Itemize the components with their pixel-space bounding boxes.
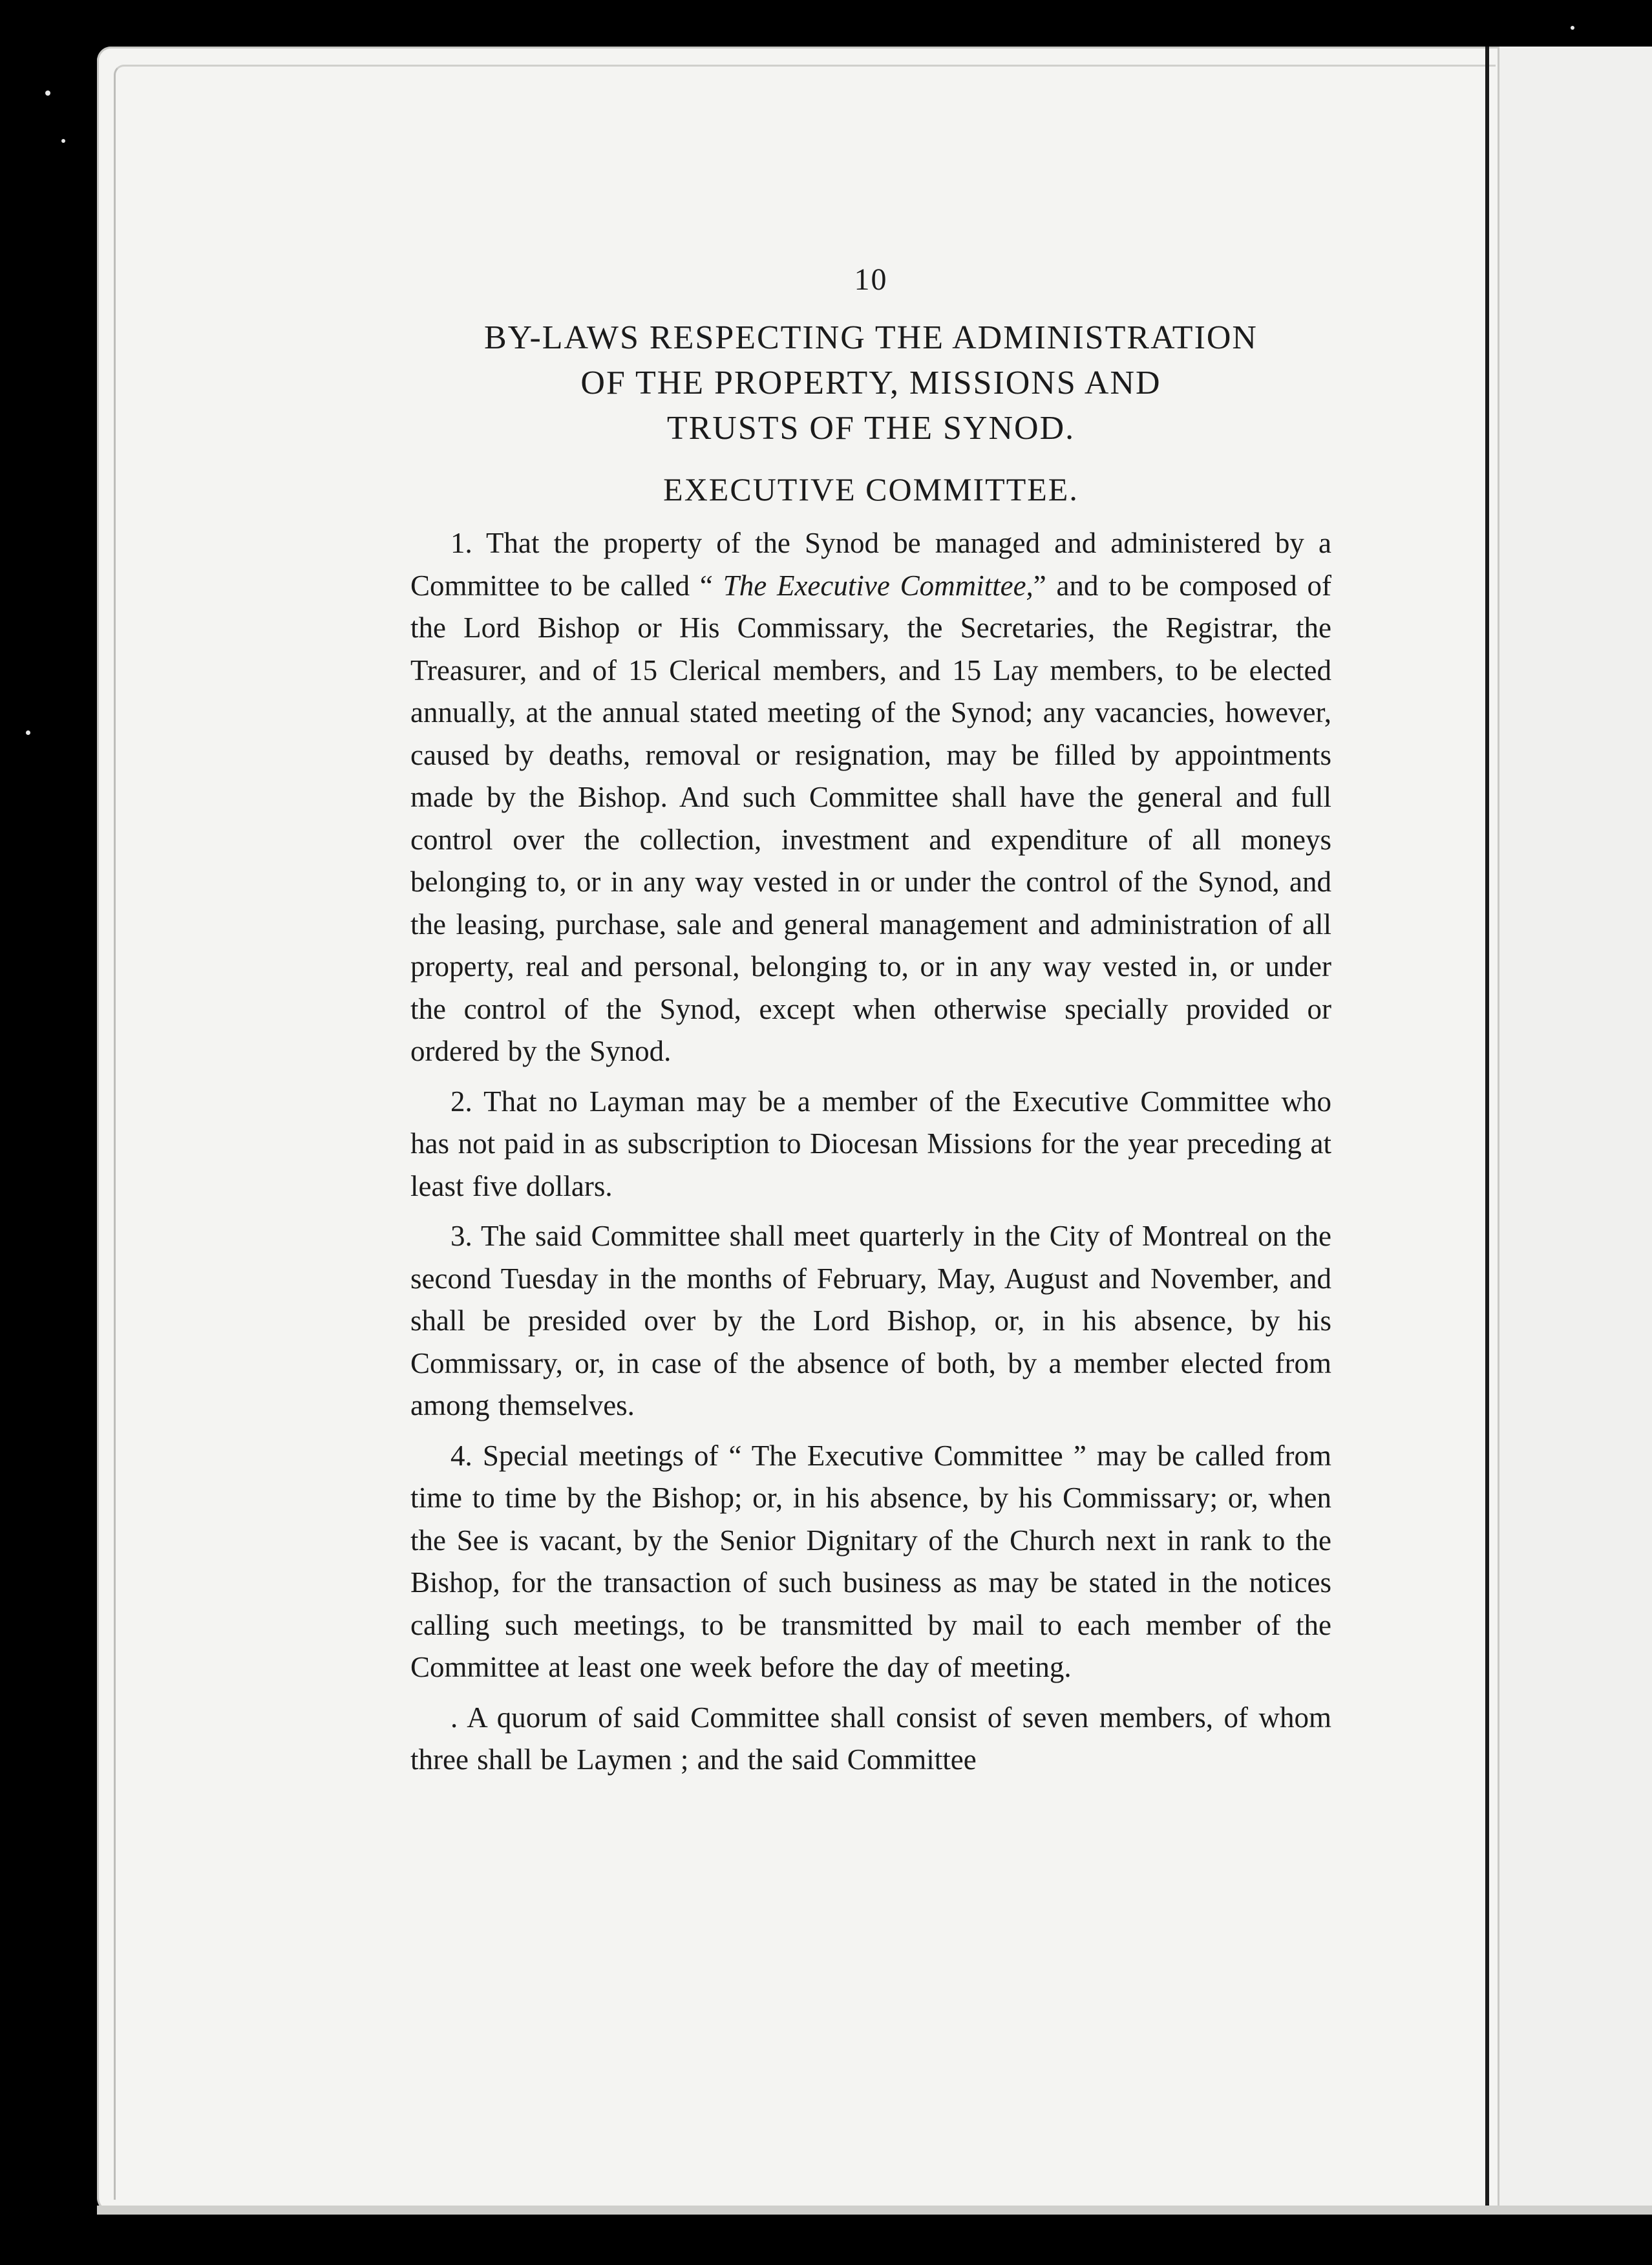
scan-speck — [61, 139, 65, 143]
bylaw-paragraph-4: 4. Special meetings of “ The Executive Committee ” may be called from time to time by the Bishop; or, in his absence, by his Commissary; or, when the See is vacant, by the Senior Dignitary of the Church next in rank to the Bishop, for the transaction of such business as may be stated in the notices calling such meetings, to be transmitted by mail to each member of the Committee at least one week before the day of meeting. — [410, 1439, 1331, 1683]
scan-speck — [45, 90, 50, 96]
page-content — [410, 262, 1331, 1789]
facing-page-strip — [1487, 47, 1652, 2212]
bylaw-paragraph-3: 3. The said Committee shall meet quarterly in the City of Montreal on the second Tuesday in the months of February, May, August and November, and shall be presided over by the Lord Bishop, or, in his absence, by his Commissary, or, in case of the absence of both, by a member elected from among themselves. — [410, 1220, 1331, 1421]
bylaw-paragraph-5: . A quorum of said Committee shall consist of seven members, of whom three shall be Laymen ; and the said Committee — [410, 1701, 1331, 1776]
title-line: OF THE PROPERTY, MISSIONS AND — [580, 365, 1161, 401]
bylaw-paragraph-1-text: 1. That the property of the Synod be managed and administered by a Committee to be called “ — [410, 527, 1331, 602]
document-title — [410, 315, 1331, 451]
title-line: BY-LAWS RESPECTING THE ADMINISTRATION — [483, 319, 1258, 356]
committee-name-italic: The Executive Committee, — [723, 569, 1033, 602]
section-heading: EXECUTIVE COMMITTEE. — [663, 471, 1079, 507]
page-number: 10 — [854, 262, 888, 297]
scan-speck — [1571, 26, 1574, 30]
title-line: TRUSTS OF THE SYNOD. — [666, 410, 1075, 447]
page-bottom-edge — [97, 2206, 1652, 2215]
bylaw-paragraph-1 — [410, 522, 1331, 1073]
bylaw-paragraph-1-text-cont: ” and to be composed of the Lord Bishop or His Commissary, the Secretaries, the Registrar, the Treasurer, and of 15 Clerical members, and 15 Lay members, to be elected annually, at the annual stated meeting of the Synod; any vacancies, however, caused by deaths, removal or resignation, may be filled by appointments made by the Bishop. And such Committee shall have the general and full control over the collection, investment and expenditure of all moneys belonging to, or in any way vested in or under the control of the Synod, and the leasing, purchase, sale and general management and administration of all property, real and personal, belonging to, or in any way vested in, or under the control of the Synod, except when otherwise specially provided or ordered by the Synod. — [410, 569, 1331, 1067]
page-fold-line — [1485, 47, 1489, 2212]
bylaw-paragraph-2: 2. That no Layman may be a member of the Executive Committee who has not paid in as subscription to Diocesan Missions for the year preceding at least five dollars. — [410, 1085, 1331, 1202]
scan-speck — [26, 730, 30, 735]
